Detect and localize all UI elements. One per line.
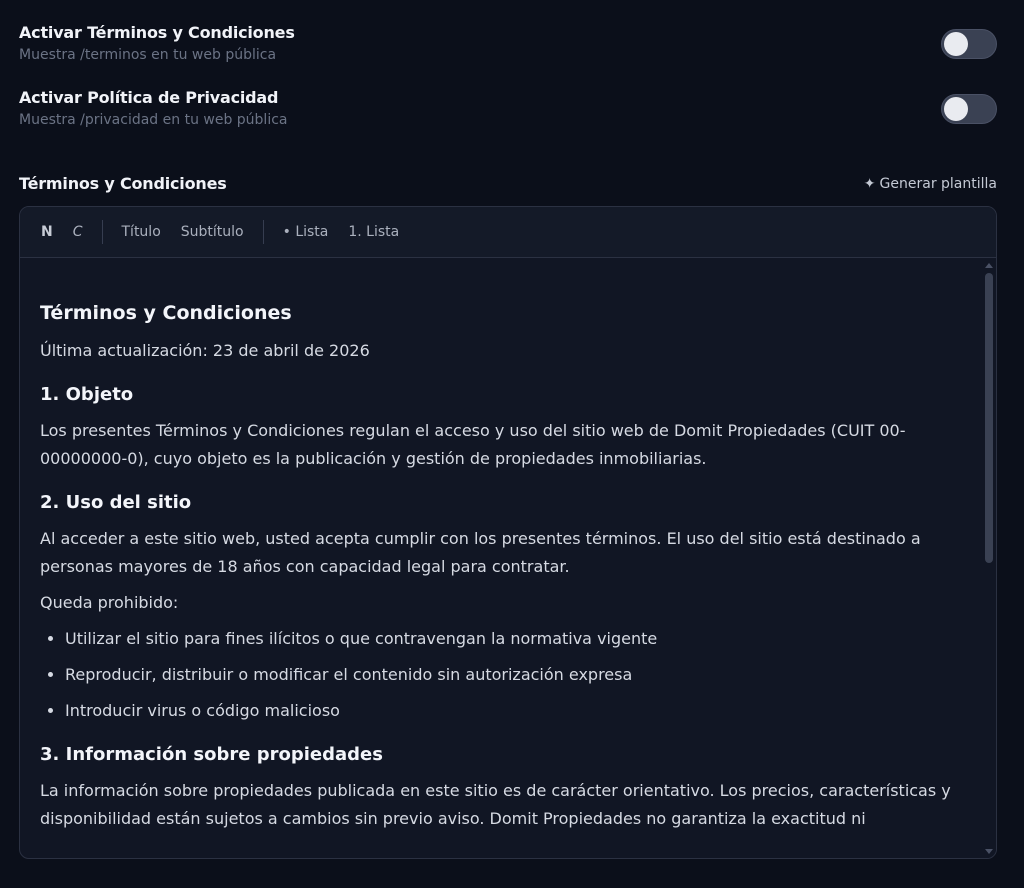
toolbar-divider: [102, 220, 103, 244]
bullet-list-button[interactable]: • Lista: [273, 217, 339, 247]
paragraph: Queda prohibido:: [40, 593, 179, 612]
editor-scrollbar[interactable]: [982, 259, 996, 858]
privacy-toggle-title: Activar Política de Privacidad: [19, 88, 279, 107]
rich-text-editor: [19, 206, 997, 859]
generate-template-label: Generar plantilla: [879, 176, 997, 192]
terms-toggle-title: Activar Términos y Condiciones: [19, 23, 295, 42]
terms-toggle-switch[interactable]: [941, 29, 997, 59]
section-heading: 2. Uso del sitio: [40, 492, 192, 513]
editor-content-area[interactable]: [20, 259, 982, 858]
document-updated: Última actualización: 23 de abril de 2026: [40, 341, 370, 360]
terms-section-title: Términos y Condiciones: [19, 174, 227, 193]
document-title: Términos y Condiciones: [40, 302, 292, 324]
terms-section-header: [19, 172, 997, 196]
scroll-down-arrow-icon[interactable]: [985, 849, 993, 854]
privacy-toggle-switch[interactable]: [941, 94, 997, 124]
privacy-toggle-row: [19, 87, 997, 131]
list-item: • Reproducir, distribuir o modificar el contenido sin autorización expresa: [65, 661, 962, 689]
section-heading: 3. Información sobre propiedades: [40, 744, 383, 765]
heading-button[interactable]: Título: [112, 217, 171, 247]
generate-template-button[interactable]: [864, 172, 997, 196]
scroll-up-arrow-icon[interactable]: [985, 263, 993, 268]
paragraph: La información sobre propiedades publicada en este sitio es de carácter orientativo. Los precios, características y disponibilidad están sujetos a cambios sin previo aviso. Domit Propiedades no garantiza la exactitud ni: [40, 781, 951, 828]
list-item: • Introducir virus o código malicioso: [65, 697, 962, 725]
toolbar-divider: [263, 220, 264, 244]
switch-knob: [944, 32, 968, 56]
privacy-toggle-description: Muestra /privacidad en tu web pública: [19, 112, 288, 128]
list-item: • Utilizar el sitio para fines ilícitos o que contravengan la normativa vigente: [65, 625, 962, 653]
terms-toggle-row: [19, 22, 997, 66]
bold-button[interactable]: N: [31, 217, 63, 247]
terms-toggle-description: Muestra /terminos en tu web pública: [19, 47, 277, 63]
editor-toolbar: [20, 207, 996, 258]
ordered-list-button[interactable]: 1. Lista: [338, 217, 409, 247]
prohibited-list: [65, 625, 962, 725]
scrollbar-thumb[interactable]: [985, 273, 993, 563]
switch-knob: [944, 97, 968, 121]
italic-button[interactable]: C: [63, 217, 93, 247]
sparkle-icon: ✦: [863, 176, 876, 192]
paragraph: Los presentes Términos y Condiciones regulan el acceso y uso del sitio web de Domit Propiedades (CUIT 00-00000000-0), cuyo objeto es la publicación y gestión de propiedades inmobiliarias.: [40, 421, 906, 468]
section-heading: 1. Objeto: [40, 384, 134, 405]
subheading-button[interactable]: Subtítulo: [171, 217, 254, 247]
paragraph: Al acceder a este sitio web, usted acepta cumplir con los presentes términos. El uso del sitio está destinado a personas mayores de 18 años con capacidad legal para contratar.: [40, 529, 921, 576]
